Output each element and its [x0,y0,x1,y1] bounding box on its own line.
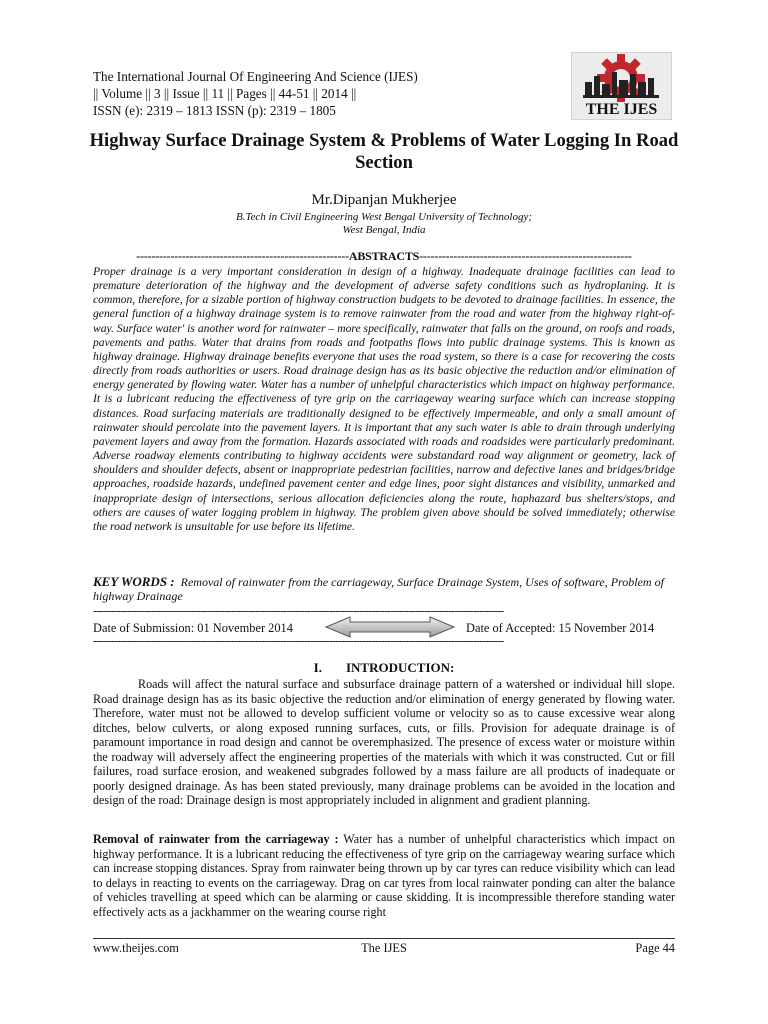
divider-bottom: -------------------------------------------------------------------------------------------------------------------------------------- [93,636,504,646]
ijes-logo [571,52,672,120]
section-number: I. [313,660,322,675]
volume-line: || Volume || 3 || Issue || 11 || Pages || 44-51 || 2014 || [93,86,357,101]
date-accepted: Date of Accepted: 15 November 2014 [466,621,655,635]
section-heading [0,660,768,676]
removal-paragraph [93,832,675,919]
footer-page-number: Page 44 [635,941,675,955]
affiliation-line-2: West Bengal, India [342,224,426,236]
keywords-text: Removal of rainwater from the carriageway, Surface Drainage System, Uses of software, Problem of highway Drainage [93,575,664,603]
author-name: Mr.Dipanjan Mukherjee [311,192,457,208]
footer-rule [93,938,675,939]
paper-title: Highway Surface Drainage System & Problems of Water Logging In Road Section [89,130,679,173]
abstract-heading: ABSTRACTS [348,249,420,263]
removal-text: Water has a number of unhelpful characteristics which impact on highway performance. It is a lubricant reducing the effectiveness of tyre grip on the carriageway wearing surface which can increase stopping distances. Spray from rainwater being thrown up by car tyres can reduce visibility which can lead to delays in reacting to events on the carriageway. Drag on car tyres from local rainwater ponding can alter the balance of vehicles travelling at speed which can be alarming or cause skidding. It is incompressible therefore standing water effectively acts as a jackhammer on the wearing course right [93,832,675,919]
footer-website: www.theijes.com [93,941,179,955]
date-submission: Date of Submission: 01 November 2014 [93,621,293,635]
journal-name: The International Journal Of Engineering And Science (IJES) [93,69,418,84]
section-title: INTRODUCTION: [345,660,455,675]
keywords-label: KEY WORDS : [93,574,175,589]
divider-top: -------------------------------------------------------------------------------------------------------------------------------------- [93,606,504,616]
affiliation-line-1: B.Tech in Civil Engineering West Bengal University of Technology; [235,211,533,223]
keywords [93,575,675,603]
issn-line: ISSN (e): 2319 – 1813 ISSN (p): 2319 – 1805 [93,103,336,118]
introduction-paragraph: Roads will affect the natural surface and subsurface drainage pattern of a watershed or individual hill slope. Road drainage design has as its basic objective the reduction and/or elimination of energy generated by flowing water. Therefore, water must not be allowed to develop sufficient volume or velocity so as to cause excessive wear along ditches, below culverts, or along exposed running surfaces, cuts, or fills. Provision for adequate drainage is of paramount importance in road design and cannot be overemphasized. The presence of excess water or moisture within the roadway will adversely affect the engineering properties of the materials with which it was constructed. Cut or fill failures, road surface erosion, and weakened subgrades followed by a mass failure are all products of inadequate or poorly designed drainage. As has been stated previously, many drainage problems can be avoided in the location and design of the road: Drainage design is most appropriately included in alignment and gradient planning. [93,677,675,808]
logo-text: THE IJES [585,101,658,118]
abstract-body: Proper drainage is a very important consideration in design of a highway. Inadequate drainage facilities can lead to premature deterioration of the highway and the development of adverse safety conditions such as hydroplaning. It is common, therefore, for a sizable portion of highway construction budgets to be devoted to drainage facilities. In essence, the general function of a highway drainage system is to remove rainwater from the road and water from the highway right-of-way. Surface water' is another word for rainwater – more specifically, rainwater that falls on the ground, on roofs and roads, pavements and paths. Water that drains from roads and footpaths flows into public drainage systems. This is known as highway drainage. Highway drainage benefits everyone that uses the road system, so there is a case for recovering the costs directly from roads authorities or users. Road drainage design has as its basic objective the reduction and/or elimination of energy generated by flowing water. Water has a number of unhelpful characteristics which impact on highway performance. It is a lubricant reducing the effectiveness of tyre grip on the carriageway wearing surface which can increase stopping distances. Road surfacing materials are traditionally designed to be effectively impermeable, and only a small amount of rainwater should percolate into the pavement layers. It is important that any such water is able to drain through underlying pavement layers and away from the formation. Hazards associated with roads and roadsides were particularly predominant. Adverse roadway elements contributing to highway accidents were substandard road way alignment or geometry, lack of shoulders and shoulder defects, absent or inappropriate pedestrian facilities, narrow and defective lanes and bridges/bridge approaches, roadside hazards, undefined pavement center and edge lines, poor sight distances and visibility, unmarked and inappropriate design of intersections, serious allocation deficiencies along the route, haphazard bus shelters/stops, and others are causes of water logging problem in highway. The problem given above should be solved immediately; otherwise the road network is unsuitable for use before its lifetime. [93,265,675,533]
introduction-body [93,677,675,808]
journal-header [93,68,418,119]
footer-journal: The IJES [361,941,407,955]
removal-heading: Removal of rainwater from the carriageway : [93,832,339,846]
author-affiliation [0,211,768,237]
abstract-heading-line: --------------------------------------------------------ABSTRACTS-------------------------------------------------------- [136,249,632,263]
